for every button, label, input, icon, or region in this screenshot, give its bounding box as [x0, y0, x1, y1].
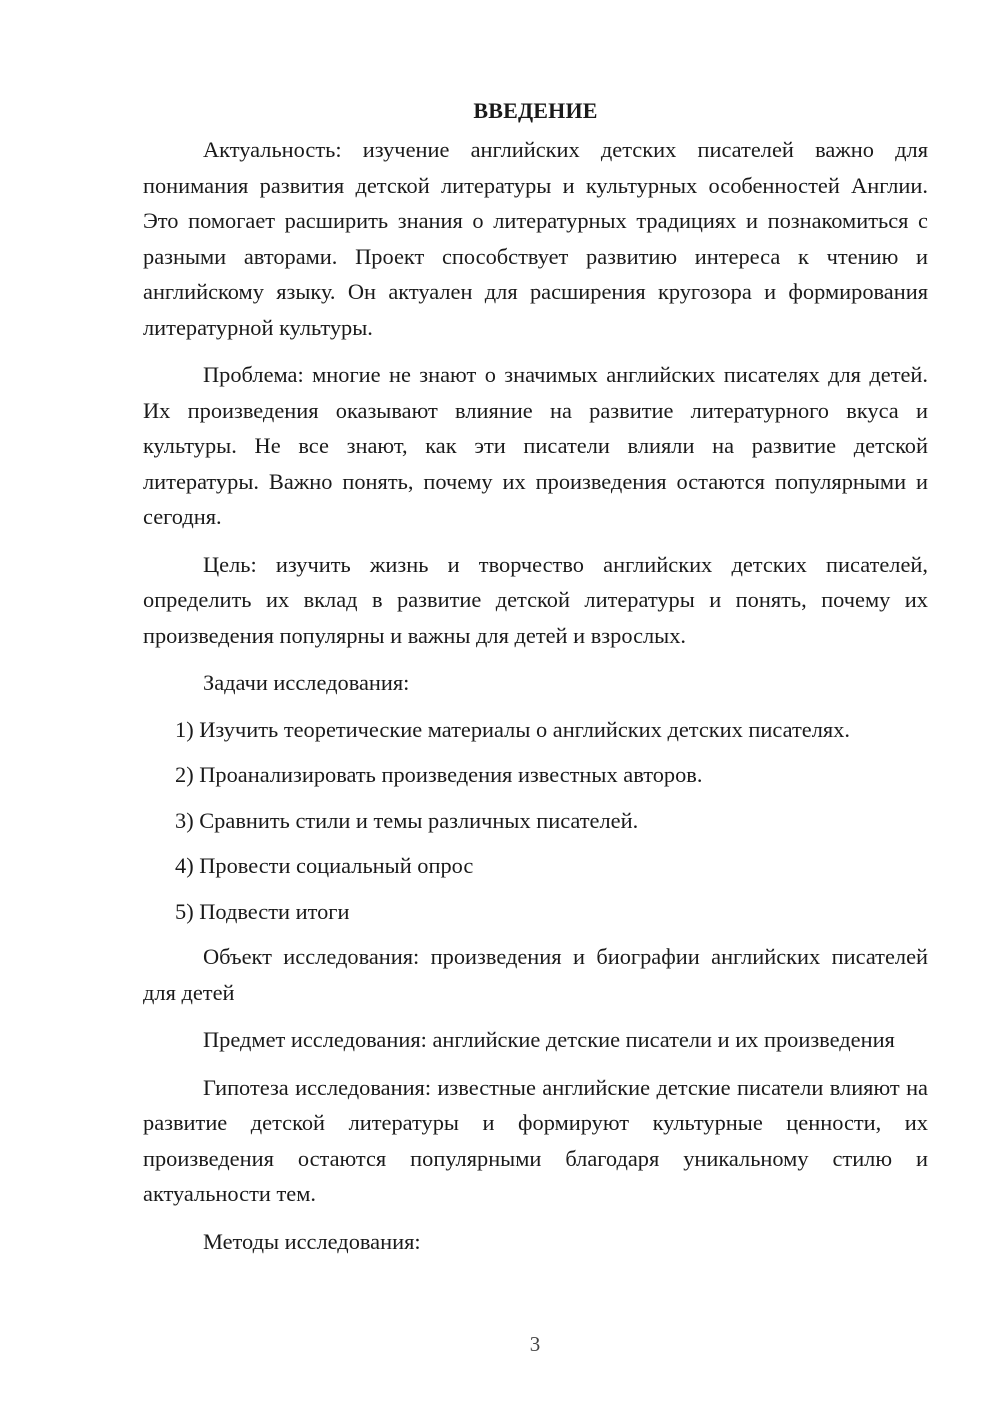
goal-paragraph: Цель: изучить жизнь и творчество английских детских писателей, определить их вклад в развитие детской литературы и понять, почему их произведения популярны и важны для детей и взрослых. [143, 551, 928, 648]
page-number: 3 [529, 1332, 541, 1356]
problem-paragraph: Проблема: многие не знают о значимых английских писателях для детей. Их произведения оказывают влияние на развитие литературного вкуса и культуры. Не все знают, как эти писатели влияли на развитие детской литературы. Важно понять, почему их произведения остаются популярными и сегодня. [143, 362, 928, 529]
task-item: 3) Сравнить стили и темы различных писателей. [175, 807, 639, 833]
task-item: 1) Изучить теоретические материалы о английских детских писателях. [175, 716, 850, 742]
hypothesis-paragraph: Гипотеза исследования: известные английские детские писатели влияют на развитие детской литературы и формируют культурные ценности, их произведения остаются популярными благодаря уникальному стилю и актуальности тем. [143, 1074, 928, 1206]
task-item: 2) Проанализировать произведения известных авторов. [175, 762, 703, 787]
object-paragraph: Объект исследования: произведения и биографии английских писателей для детей [143, 944, 928, 1005]
relevance-paragraph: Актуальность: изучение английских детских писателей важно для понимания развития детской литературы и культурных особенностей Англии. Это помогает расширить знания о литературных традициях и познакомиться с разными авторами. Проект способствует развитию интереса к чтению и английскому языку. Он актуален для расширения кругозора и формирования литературной культуры. [143, 137, 928, 340]
task-item: 4) Провести социальный опрос [175, 853, 474, 878]
document-title: ВВЕДЕНИЕ [473, 98, 598, 123]
tasks-heading: Задачи исследования: [203, 670, 410, 695]
task-item: 5) Подвести итоги [175, 898, 350, 924]
document-page [143, 94, 928, 1271]
methods-heading: Методы исследования: [203, 1228, 421, 1254]
tasks-list [143, 712, 928, 930]
subject-paragraph: Предмет исследования: английские детские писатели и их произведения [203, 1027, 895, 1052]
